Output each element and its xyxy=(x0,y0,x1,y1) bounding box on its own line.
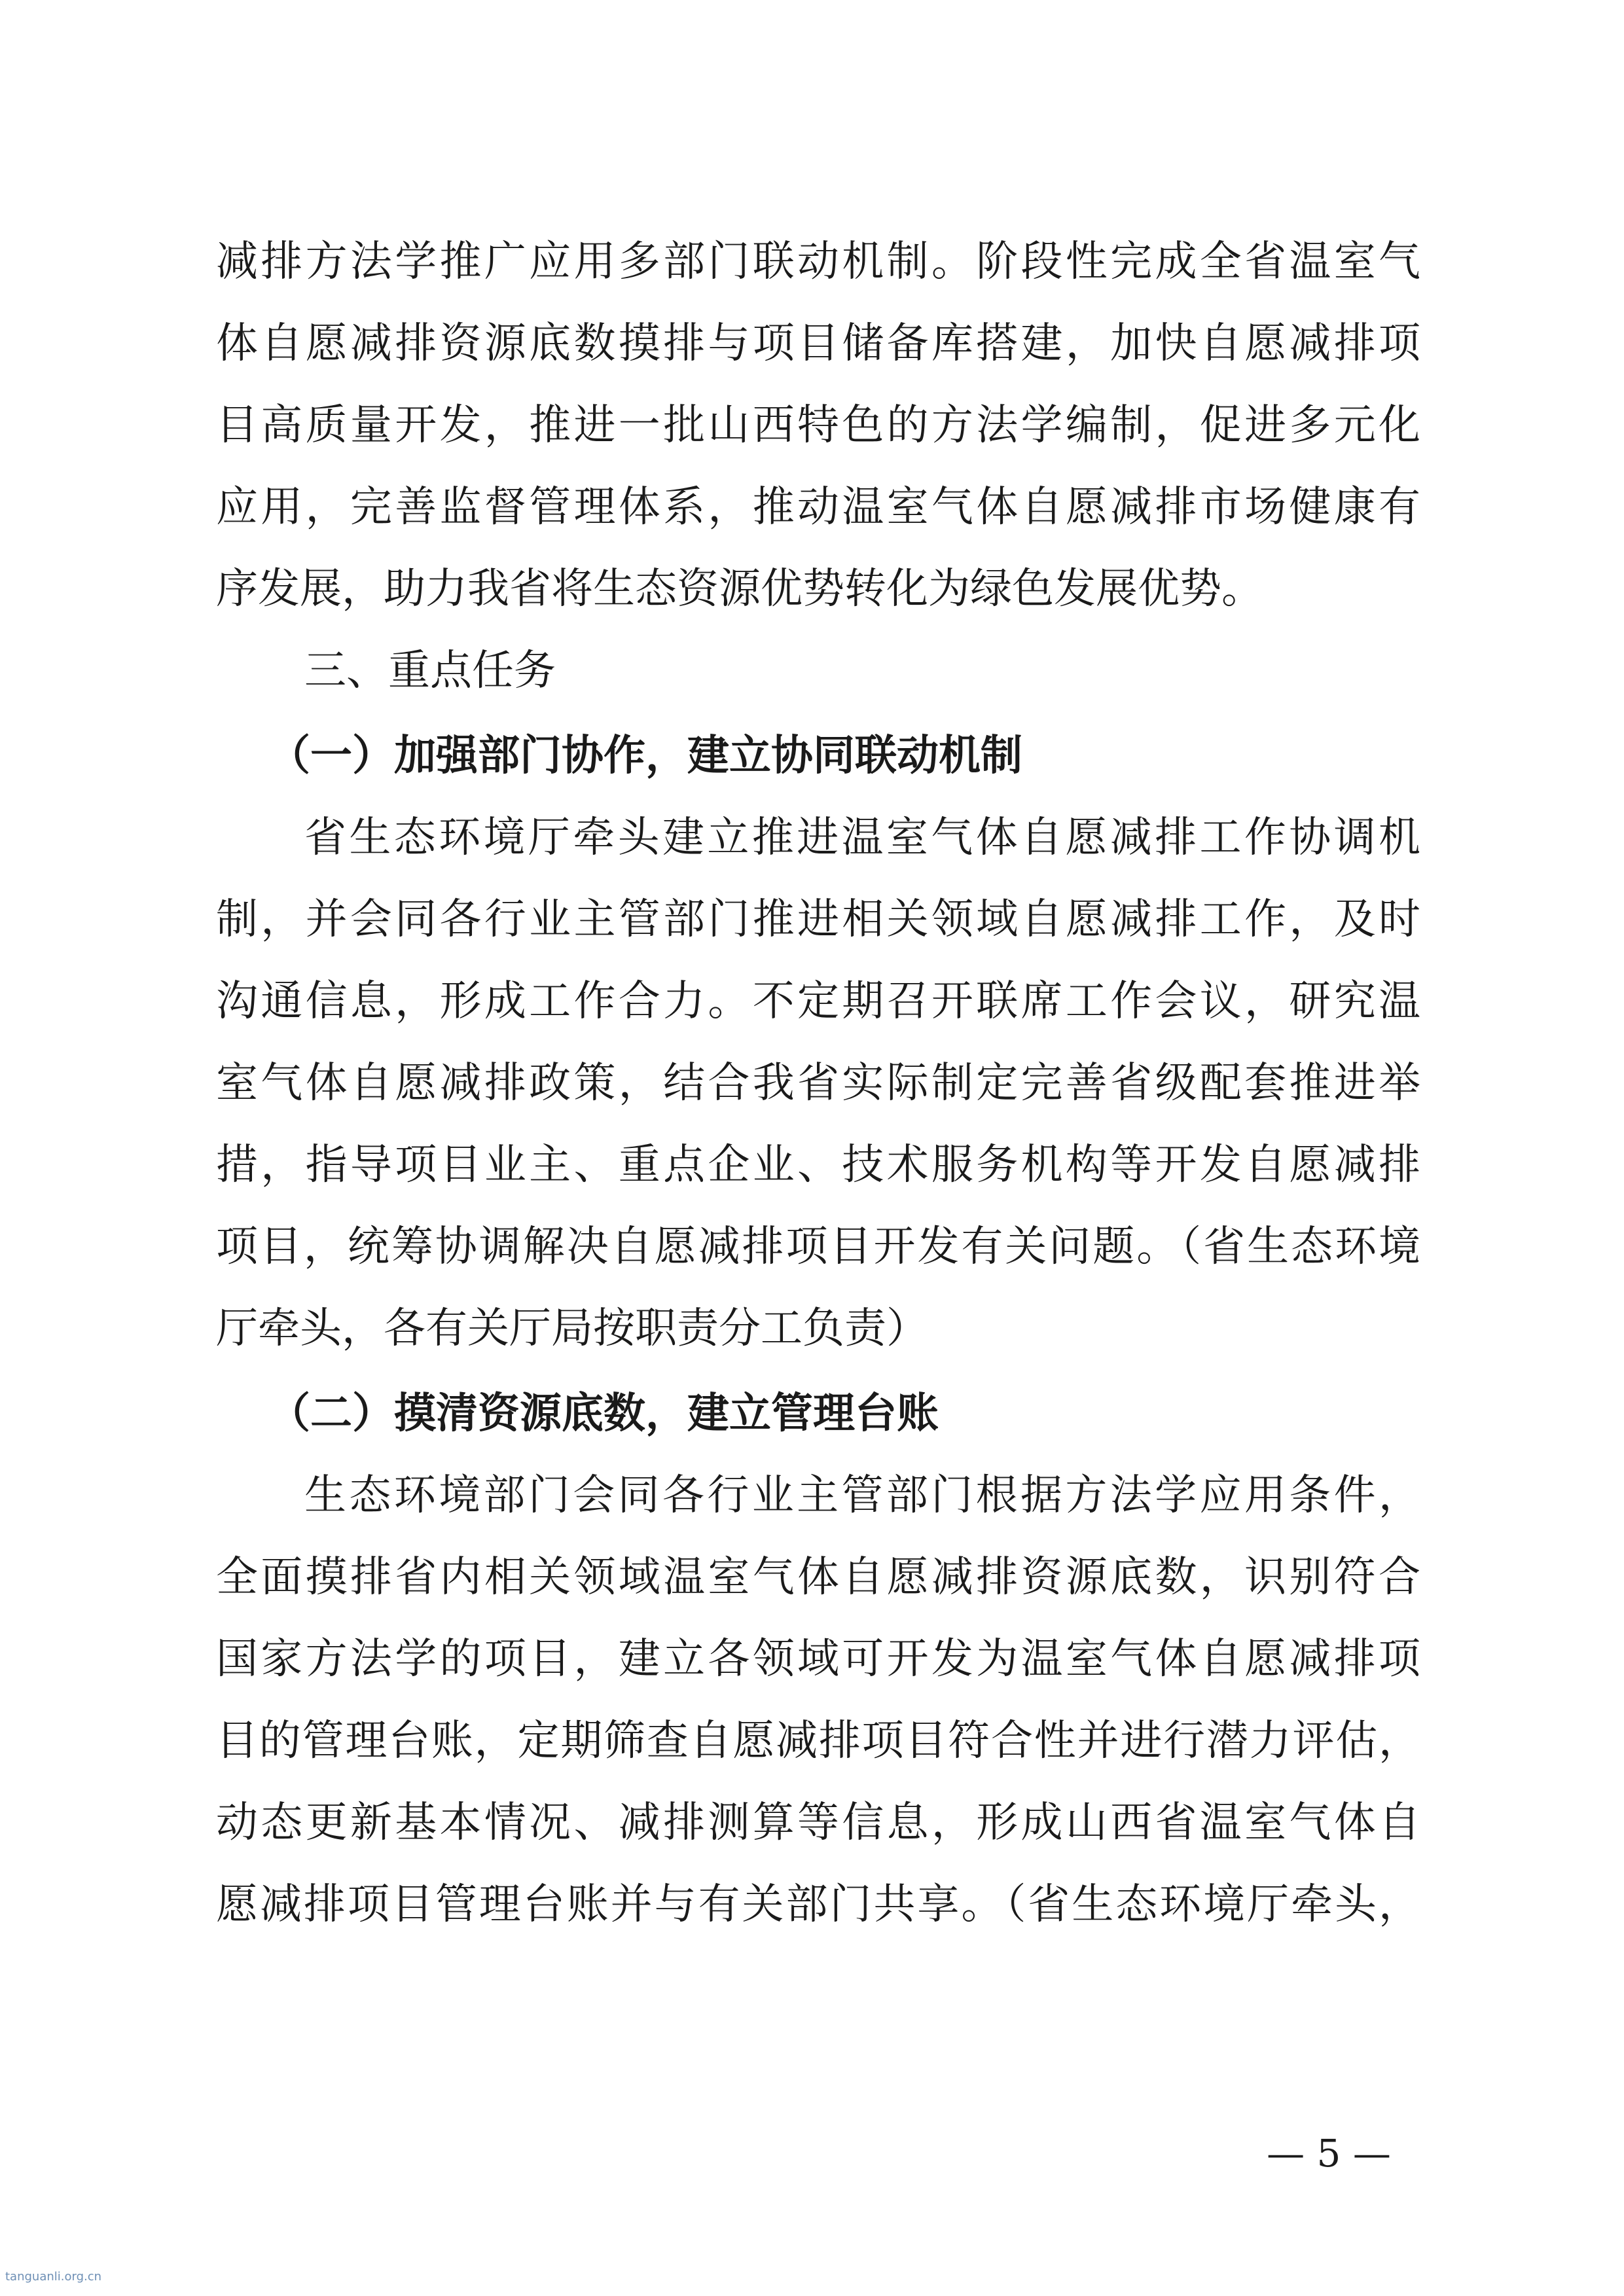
paragraph-line: 目的管理台账，定期筛查自愿减排项目符合性并进行潜力评估， xyxy=(216,1717,1420,1765)
subsection-heading: （一）加强部门协作，建立协同联动机制 xyxy=(268,731,1022,780)
paragraph-line: 体自愿减排资源底数摸排与项目储备库搭建，加快自愿减排项 xyxy=(216,319,1420,368)
paragraph-line: 厅牵头，各有关厅局按职责分工负责） xyxy=(216,1304,928,1353)
paragraph-line: 全面摸排省内相关领域温室气体自愿减排资源底数，识别符合 xyxy=(216,1553,1420,1602)
paragraph-line: 应用，完善监督管理体系，推动温室气体自愿减排市场健康有 xyxy=(216,483,1420,531)
paragraph-line: 动态更新基本情况、减排测算等信息，形成山西省温室气体自 xyxy=(216,1799,1420,1847)
paragraph-line: 生态环境部门会同各行业主管部门根据方法学应用条件， xyxy=(304,1471,1420,1520)
paragraph-line: 室气体自愿减排政策，结合我省实际制定完善省级配套推进举 xyxy=(216,1059,1420,1107)
paragraph-line: 减排方法学推广应用多部门联动机制。阶段性完成全省温室气 xyxy=(216,238,1420,286)
paragraph-line: 国家方法学的项目，建立各领域可开发为温室气体自愿减排项 xyxy=(216,1635,1420,1683)
subsection-heading: （二）摸清资源底数，建立管理台账 xyxy=(268,1389,939,1438)
paragraph-line: 制，并会同各行业主管部门推进相关领域自愿减排工作，及时 xyxy=(216,895,1420,944)
page-number: — 5 — xyxy=(1267,2131,1391,2176)
section-heading: 三、重点任务 xyxy=(304,647,556,695)
paragraph-line: 省生态环境厅牵头建立推进温室气体自愿减排工作协调机 xyxy=(304,814,1420,862)
paragraph-line: 目高质量开发，推进一批山西特色的方法学编制，促进多元化 xyxy=(216,401,1420,450)
paragraph-line: 措，指导项目业主、重点企业、技术服务机构等开发自愿减排 xyxy=(216,1141,1420,1189)
watermark-text: tanguanli.org.cn xyxy=(5,2270,102,2284)
paragraph-line: 项目，统筹协调解决自愿减排项目开发有关问题。（省生态环境 xyxy=(216,1223,1420,1271)
paragraph-line: 愿减排项目管理台账并与有关部门共享。（省生态环境厅牵头， xyxy=(216,1880,1420,1929)
paragraph-line: 沟通信息，形成工作合力。不定期召开联席工作会议，研究温 xyxy=(216,977,1420,1026)
paragraph-line: 序发展，助力我省将生态资源优势转化为绿色发展优势。 xyxy=(216,565,1263,613)
